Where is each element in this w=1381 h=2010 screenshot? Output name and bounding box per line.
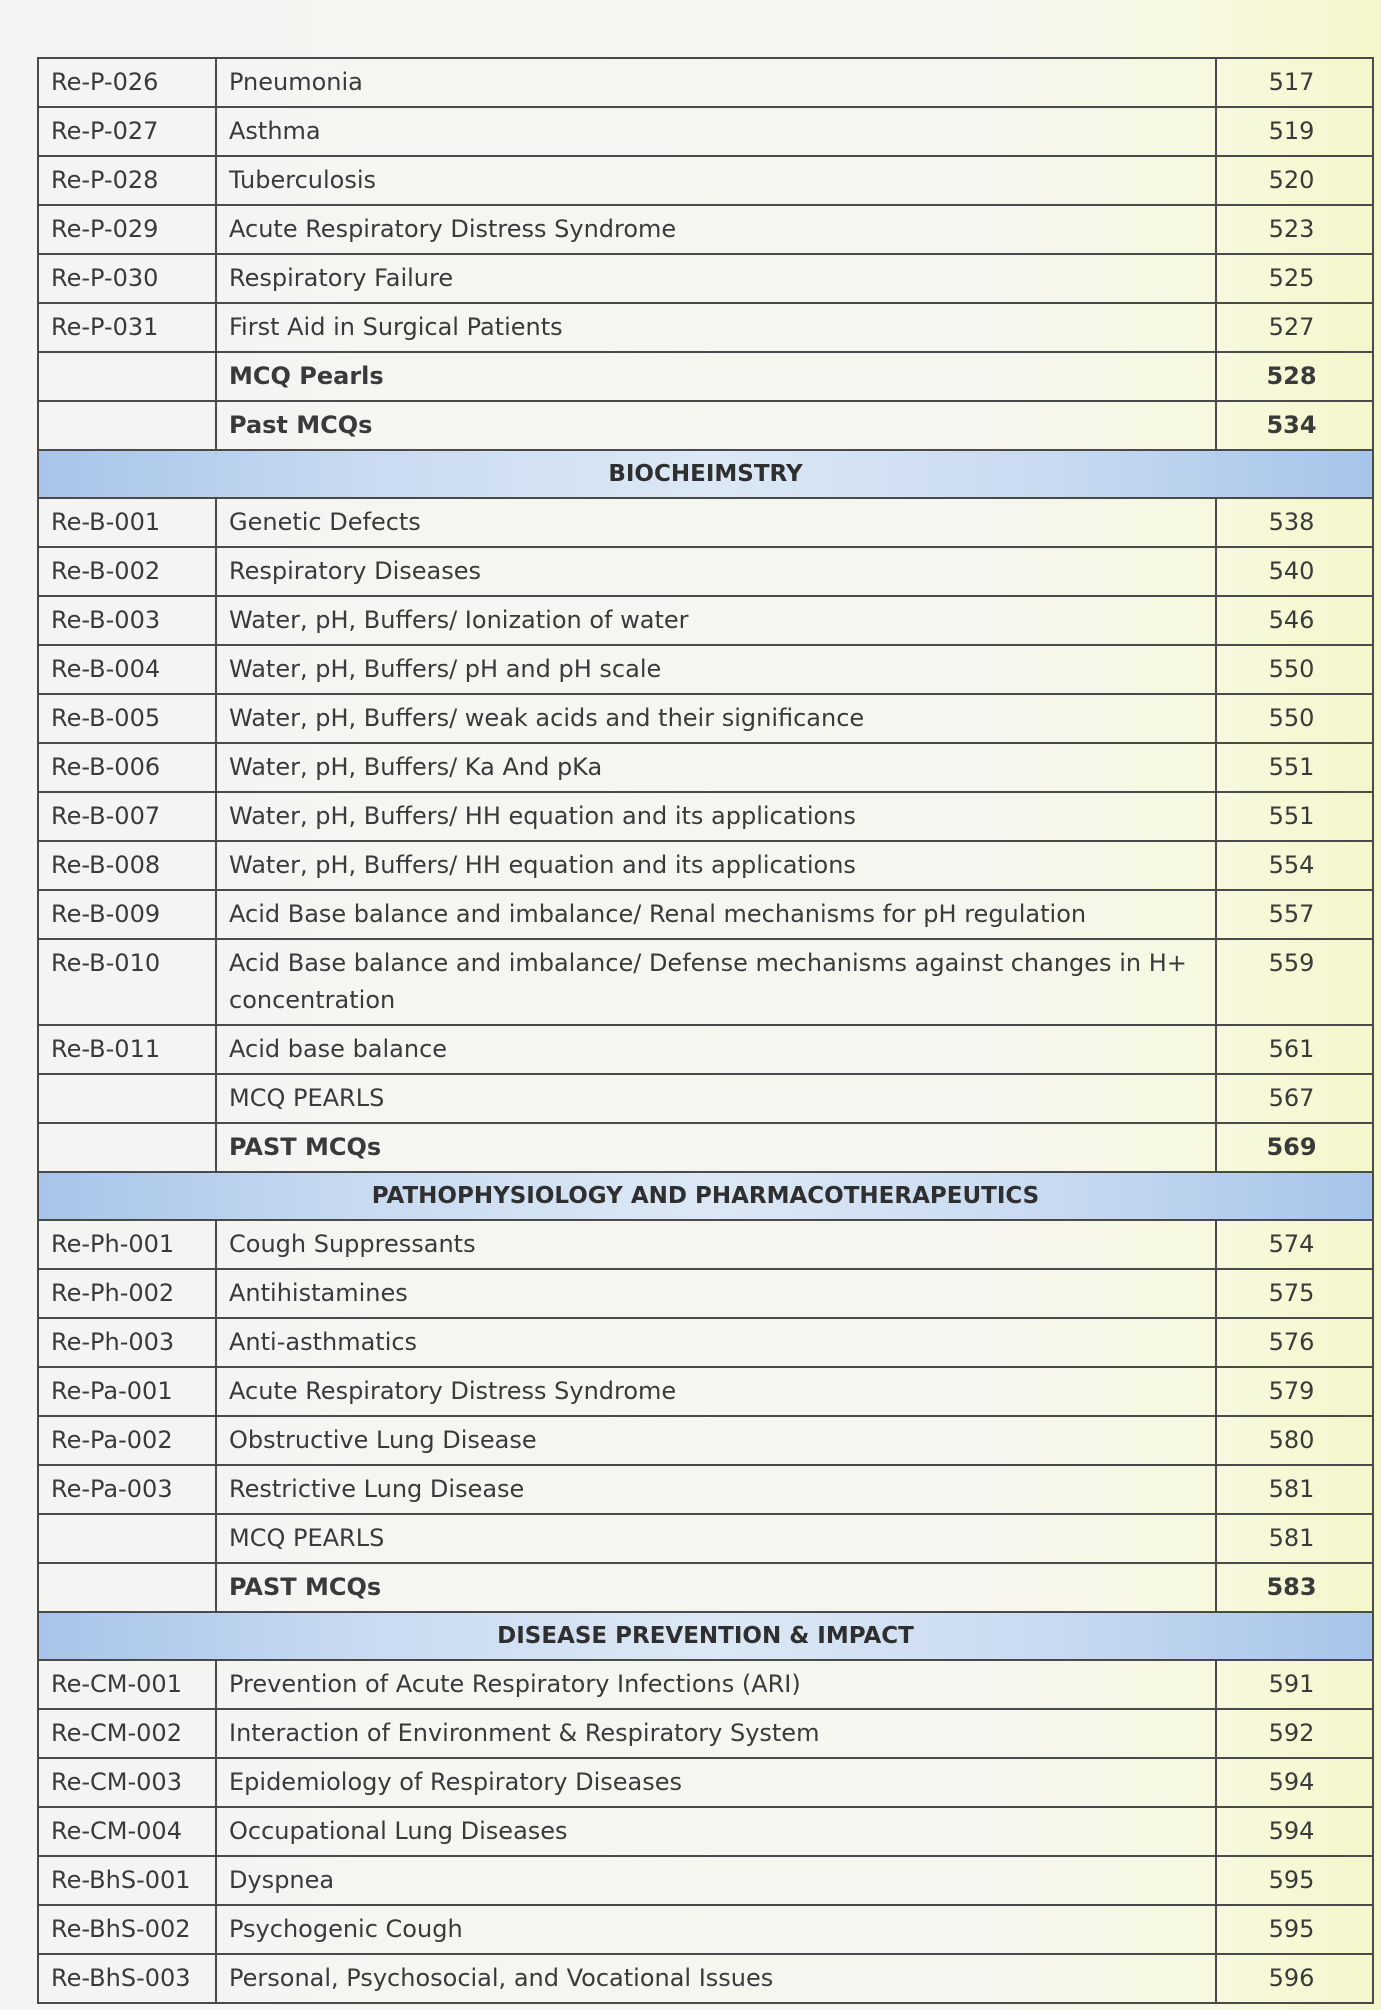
topic-title: Interaction of Environment & Respiratory System — [216, 1709, 1216, 1758]
page-number: 595 — [1216, 1905, 1373, 1954]
topic-title: Water, pH, Buffers/ Ionization of water — [216, 596, 1216, 645]
topic-code: Re-BhS-003 — [38, 1954, 216, 2003]
topic-code: Re-CM-002 — [38, 1709, 216, 1758]
page-number: 534 — [1216, 401, 1373, 450]
topic-code: Re-Pa-003 — [38, 1465, 216, 1514]
page-number: 554 — [1216, 841, 1373, 890]
topic-code: Re-CM-003 — [38, 1758, 216, 1807]
section-title: DISEASE PREVENTION & IMPACT — [38, 1612, 1373, 1660]
topic-title: Epidemiology of Respiratory Diseases — [216, 1758, 1216, 1807]
page-number: 591 — [1216, 1660, 1373, 1709]
table-row — [38, 1563, 1373, 1612]
table-row — [38, 645, 1373, 694]
page-number: 583 — [1216, 1563, 1373, 1612]
page-number: 580 — [1216, 1416, 1373, 1465]
table-row — [38, 1220, 1373, 1269]
page-number: 528 — [1216, 352, 1373, 401]
topic-code: Re-B-001 — [38, 498, 216, 547]
toc-body — [38, 58, 1373, 2003]
topic-code: Re-Ph-003 — [38, 1318, 216, 1367]
table-row — [38, 107, 1373, 156]
page-number: 559 — [1216, 939, 1373, 1025]
topic-title: Water, pH, Buffers/ weak acids and their significance — [216, 694, 1216, 743]
topic-title: Water, pH, Buffers/ HH equation and its applications — [216, 792, 1216, 841]
topic-code: Re-B-003 — [38, 596, 216, 645]
topic-title: Genetic Defects — [216, 498, 1216, 547]
topic-code: Re-B-005 — [38, 694, 216, 743]
page-number: 520 — [1216, 156, 1373, 205]
table-row — [38, 1367, 1373, 1416]
page-number: 538 — [1216, 498, 1373, 547]
table-row — [38, 205, 1373, 254]
table-row — [38, 58, 1373, 107]
section-header-row — [38, 1612, 1373, 1660]
table-row — [38, 1465, 1373, 1514]
table-row — [38, 1758, 1373, 1807]
topic-title: Personal, Psychosocial, and Vocational Issues — [216, 1954, 1216, 2003]
topic-title: PAST MCQs — [216, 1563, 1216, 1612]
table-row — [38, 547, 1373, 596]
topic-code: Re-Pa-001 — [38, 1367, 216, 1416]
topic-code — [38, 1123, 216, 1172]
topic-title: Prevention of Acute Respiratory Infections (ARI) — [216, 1660, 1216, 1709]
table-row — [38, 1660, 1373, 1709]
topic-code: Re-P-027 — [38, 107, 216, 156]
table-row — [38, 401, 1373, 450]
page-number: 561 — [1216, 1025, 1373, 1074]
topic-code: Re-B-004 — [38, 645, 216, 694]
table-row — [38, 1318, 1373, 1367]
topic-code: Re-P-029 — [38, 205, 216, 254]
page-number: 551 — [1216, 743, 1373, 792]
topic-code — [38, 352, 216, 401]
topic-title: Anti-asthmatics — [216, 1318, 1216, 1367]
topic-title: Occupational Lung Diseases — [216, 1807, 1216, 1856]
section-header-row — [38, 450, 1373, 498]
topic-title: First Aid in Surgical Patients — [216, 303, 1216, 352]
table-row — [38, 939, 1373, 1025]
page-number: 569 — [1216, 1123, 1373, 1172]
topic-title: Past MCQs — [216, 401, 1216, 450]
topic-title: Obstructive Lung Disease — [216, 1416, 1216, 1465]
topic-title: Psychogenic Cough — [216, 1905, 1216, 1954]
page-number: 581 — [1216, 1465, 1373, 1514]
table-row — [38, 1074, 1373, 1123]
page-number: 525 — [1216, 254, 1373, 303]
topic-code: Re-P-028 — [38, 156, 216, 205]
page-number: 519 — [1216, 107, 1373, 156]
page-number: 595 — [1216, 1856, 1373, 1905]
page-number: 592 — [1216, 1709, 1373, 1758]
topic-title: MCQ Pearls — [216, 352, 1216, 401]
topic-code: Re-BhS-002 — [38, 1905, 216, 1954]
topic-title: Antihistamines — [216, 1269, 1216, 1318]
page-number: 574 — [1216, 1220, 1373, 1269]
topic-title: Asthma — [216, 107, 1216, 156]
section-title: PATHOPHYSIOLOGY AND PHARMACOTHERAPEUTICS — [38, 1172, 1373, 1220]
topic-title: PAST MCQs — [216, 1123, 1216, 1172]
page-number: 579 — [1216, 1367, 1373, 1416]
section-title: BIOCHEIMSTRY — [38, 450, 1373, 498]
topic-code: Re-CM-004 — [38, 1807, 216, 1856]
topic-title: Acid Base balance and imbalance/ Renal mechanisms for pH regulation — [216, 890, 1216, 939]
topic-code: Re-CM-001 — [38, 1660, 216, 1709]
topic-title: Acute Respiratory Distress Syndrome — [216, 205, 1216, 254]
topic-title: Cough Suppressants — [216, 1220, 1216, 1269]
table-row — [38, 1856, 1373, 1905]
page-number: 550 — [1216, 694, 1373, 743]
topic-title: Acid base balance — [216, 1025, 1216, 1074]
topic-title: Respiratory Failure — [216, 254, 1216, 303]
topic-code: Re-Pa-002 — [38, 1416, 216, 1465]
table-row — [38, 1514, 1373, 1563]
page-number: 523 — [1216, 205, 1373, 254]
page-number: 551 — [1216, 792, 1373, 841]
table-row — [38, 743, 1373, 792]
topic-title: MCQ PEARLS — [216, 1074, 1216, 1123]
table-row — [38, 1709, 1373, 1758]
topic-code: Re-BhS-001 — [38, 1856, 216, 1905]
table-row — [38, 303, 1373, 352]
topic-code: Re-P-031 — [38, 303, 216, 352]
topic-title: Restrictive Lung Disease — [216, 1465, 1216, 1514]
topic-code: Re-Ph-001 — [38, 1220, 216, 1269]
table-row — [38, 1905, 1373, 1954]
table-row — [38, 1025, 1373, 1074]
topic-title: Water, pH, Buffers/ HH equation and its applications — [216, 841, 1216, 890]
page-number: 581 — [1216, 1514, 1373, 1563]
section-header-row — [38, 1172, 1373, 1220]
table-row — [38, 498, 1373, 547]
table-row — [38, 254, 1373, 303]
table-row — [38, 792, 1373, 841]
page-number: 567 — [1216, 1074, 1373, 1123]
topic-title: Pneumonia — [216, 58, 1216, 107]
page-number: 527 — [1216, 303, 1373, 352]
topic-code — [38, 1563, 216, 1612]
topic-code: Re-B-008 — [38, 841, 216, 890]
topic-title: Tuberculosis — [216, 156, 1216, 205]
page-number: 550 — [1216, 645, 1373, 694]
topic-code: Re-B-006 — [38, 743, 216, 792]
topic-code: Re-P-026 — [38, 58, 216, 107]
topic-title: Dyspnea — [216, 1856, 1216, 1905]
topic-title: Water, pH, Buffers/ pH and pH scale — [216, 645, 1216, 694]
page-number: 557 — [1216, 890, 1373, 939]
topic-code: Re-B-010 — [38, 939, 216, 1025]
table-row — [38, 694, 1373, 743]
table-row — [38, 841, 1373, 890]
topic-code: Re-B-007 — [38, 792, 216, 841]
page-number: 575 — [1216, 1269, 1373, 1318]
topic-code: Re-B-011 — [38, 1025, 216, 1074]
page-number: 596 — [1216, 1954, 1373, 2003]
table-row — [38, 1416, 1373, 1465]
topic-code: Re-P-030 — [38, 254, 216, 303]
topic-title: MCQ PEARLS — [216, 1514, 1216, 1563]
page-number: 546 — [1216, 596, 1373, 645]
page-number: 517 — [1216, 58, 1373, 107]
table-row — [38, 1123, 1373, 1172]
page-number: 594 — [1216, 1758, 1373, 1807]
topic-title: Acute Respiratory Distress Syndrome — [216, 1367, 1216, 1416]
topic-code: Re-B-009 — [38, 890, 216, 939]
table-row — [38, 1954, 1373, 2003]
page-number: 540 — [1216, 547, 1373, 596]
topic-title: Water, pH, Buffers/ Ka And pKa — [216, 743, 1216, 792]
table-row — [38, 1807, 1373, 1856]
topic-title: Acid Base balance and imbalance/ Defense mechanisms against changes in H+ concentration — [216, 939, 1216, 1025]
topic-code — [38, 401, 216, 450]
topic-title: Respiratory Diseases — [216, 547, 1216, 596]
topic-code: Re-Ph-002 — [38, 1269, 216, 1318]
table-row — [38, 596, 1373, 645]
table-row — [38, 1269, 1373, 1318]
topic-code — [38, 1514, 216, 1563]
topic-code — [38, 1074, 216, 1123]
topic-code: Re-B-002 — [38, 547, 216, 596]
table-of-contents — [37, 57, 1374, 2004]
table-row — [38, 352, 1373, 401]
table-row — [38, 156, 1373, 205]
page-number: 576 — [1216, 1318, 1373, 1367]
page-number: 594 — [1216, 1807, 1373, 1856]
table-row — [38, 890, 1373, 939]
